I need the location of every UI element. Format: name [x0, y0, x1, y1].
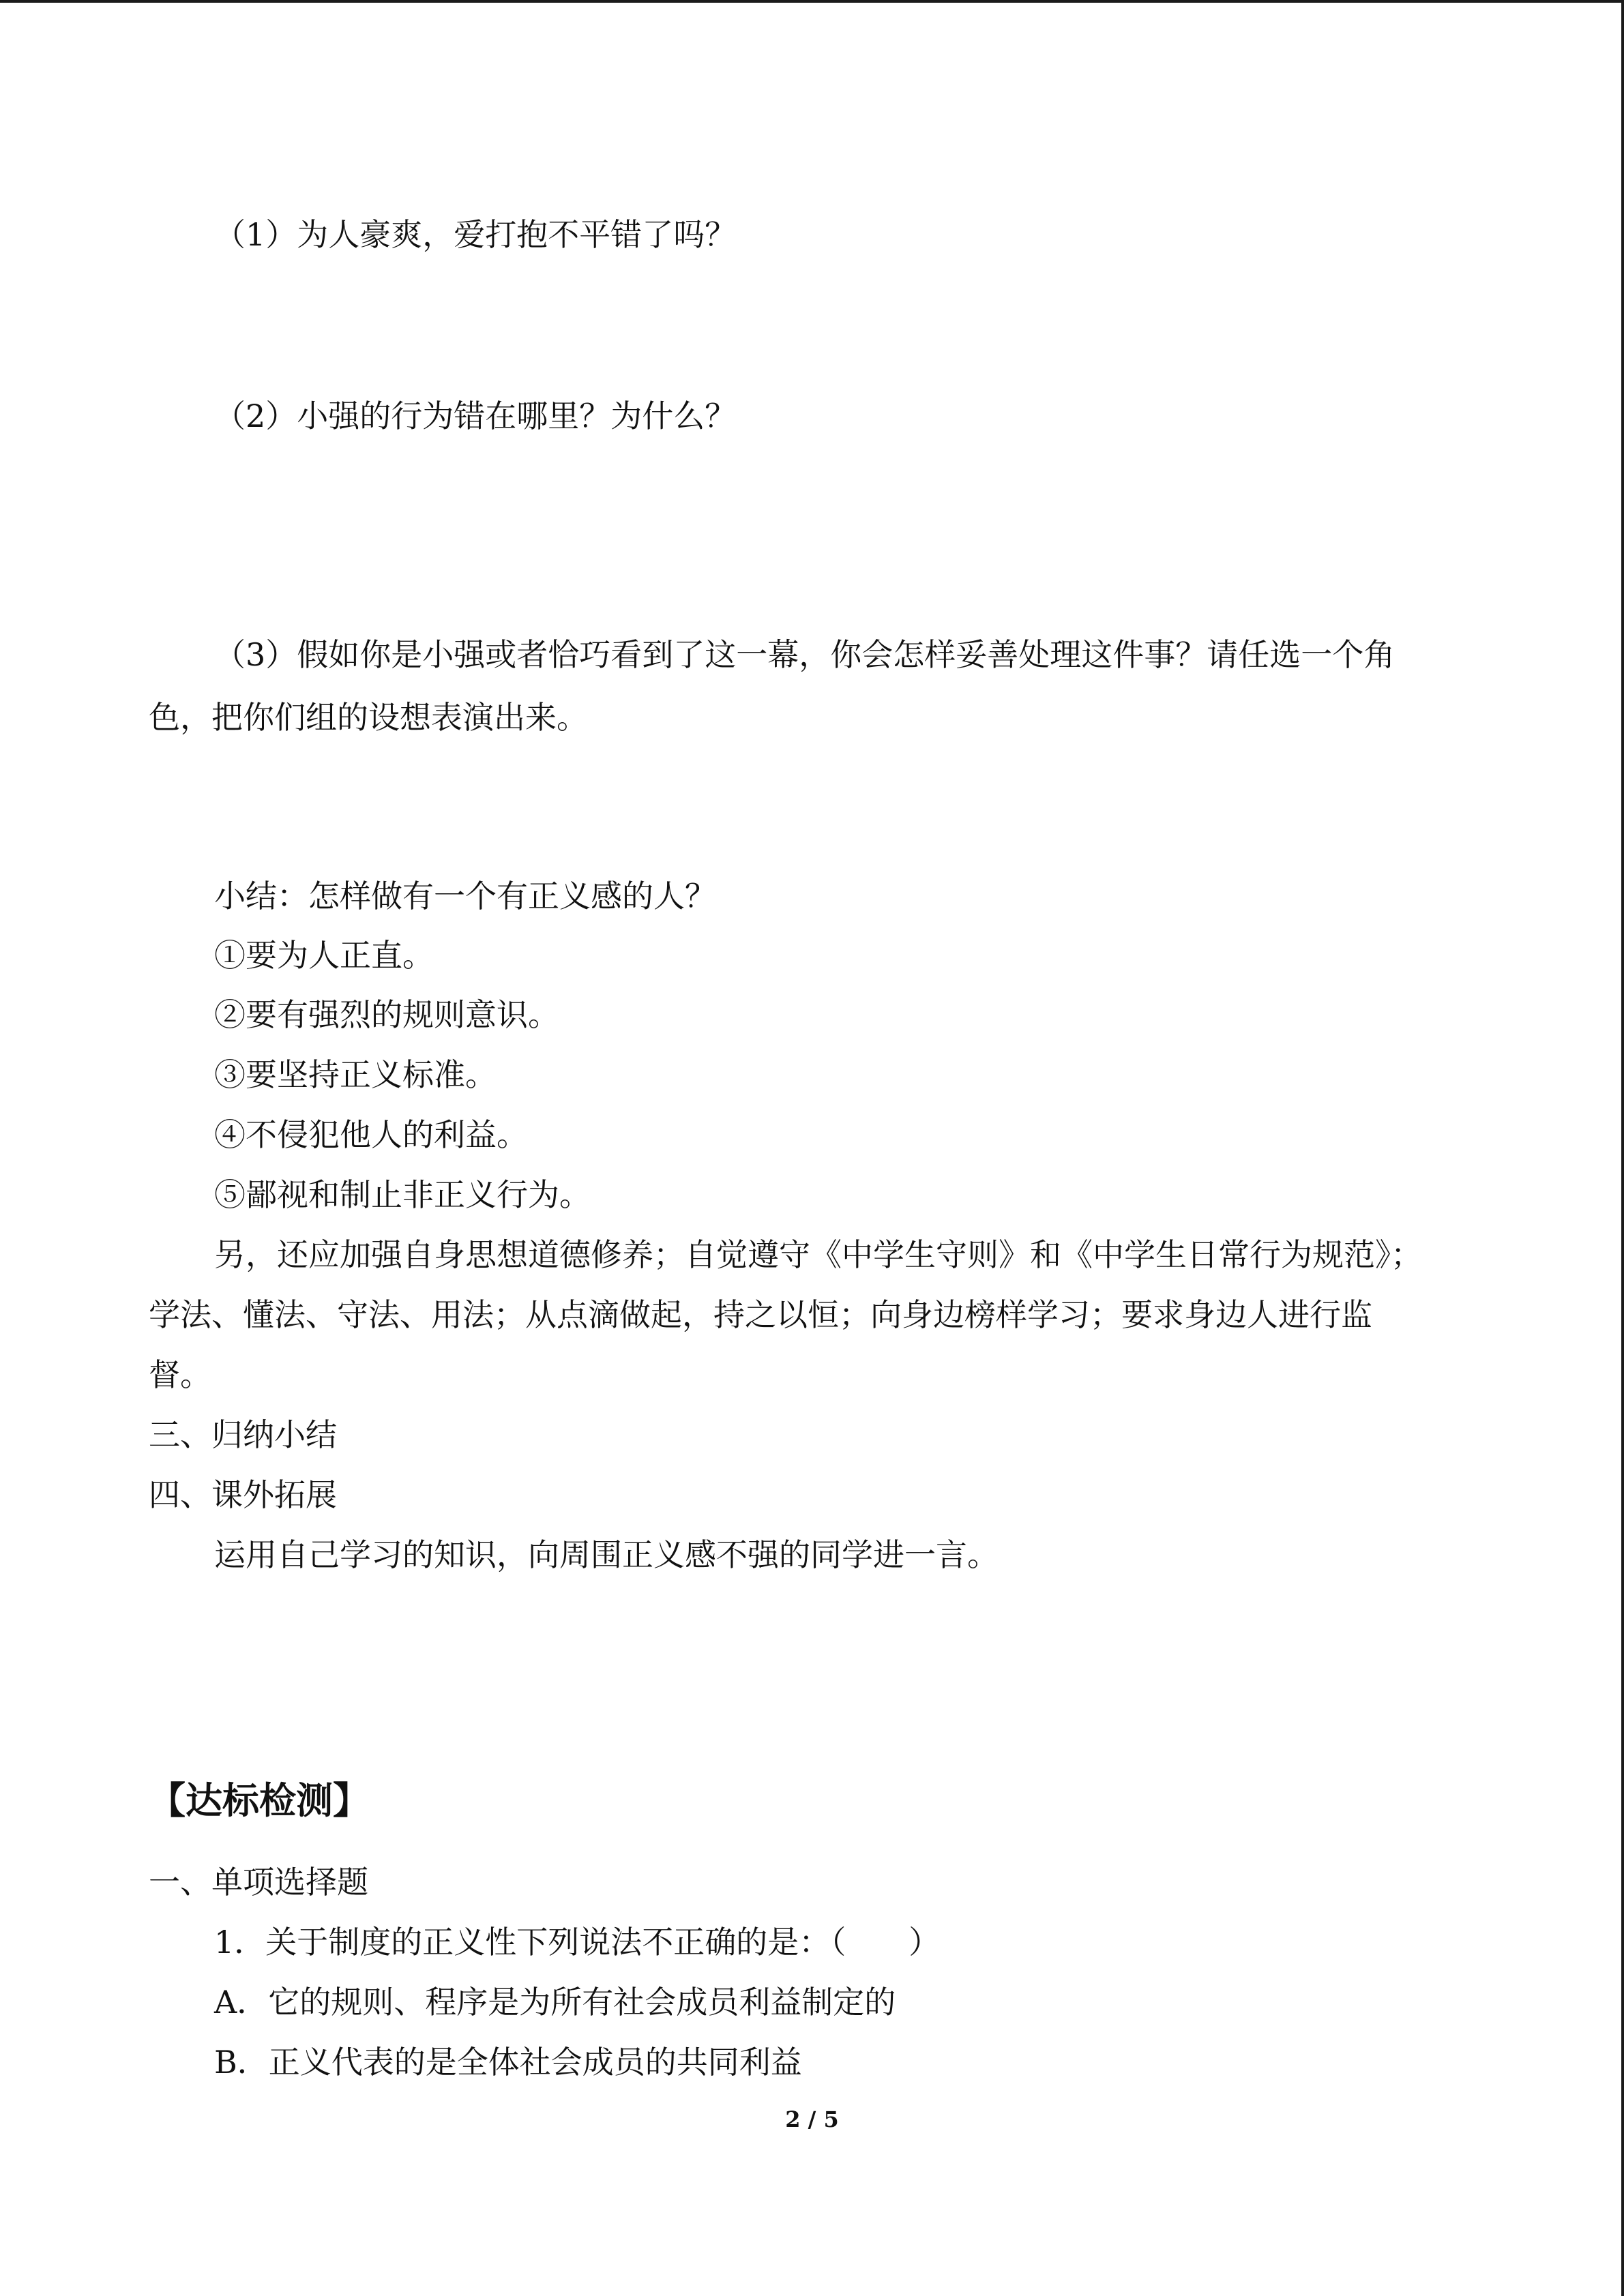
summary-extra-line-3: 督。 [149, 1356, 211, 1393]
page-border-top [0, 0, 1624, 3]
page-number: 2 / 5 [785, 2106, 839, 2132]
assessment-part-title: 一、单项选择题 [149, 1864, 368, 1900]
section-extension: 四、课外拓展 [149, 1476, 337, 1513]
summary-point-2: ②要有强烈的规则意识。 [214, 996, 559, 1033]
question-3-line-1: （3）假如你是小强或者恰巧看到了这一幕，你会怎样妥善处理这件事？请任选一个角 [214, 636, 1396, 673]
extension-text: 运用自己学习的知识，向周围正义感不强的同学进一言。 [214, 1536, 999, 1573]
summary-point-5: ⑤鄙视和制止非正义行为。 [214, 1176, 591, 1213]
question-2: （2）小强的行为错在哪里？为什么？ [214, 398, 737, 434]
page-border-right [1621, 0, 1624, 2296]
option-b: B．正义代表的是全体社会成员的共同利益 [214, 2044, 802, 2081]
assessment-heading: 【达标检测】 [149, 1778, 370, 1822]
question-3-line-2: 色，把你们组的设想表演出来。 [149, 699, 588, 736]
section-conclusion: 三、归纳小结 [149, 1416, 337, 1453]
assessment-question-1: 1．关于制度的正义性下列说法不正确的是：（ ） [214, 1924, 941, 1960]
summary-point-1: ①要为人正直。 [214, 937, 434, 974]
summary-extra-line-2: 学法、懂法、守法、用法；从点滴做起，持之以恒；向身边榜样学习；要求身边人进行监 [149, 1296, 1372, 1333]
option-a: A．它的规则、程序是为所有社会成员利益制定的 [214, 1984, 896, 2021]
summary-point-4: ④不侵犯他人的利益。 [214, 1116, 528, 1153]
summary-point-3: ③要坚持正义标准。 [214, 1056, 497, 1093]
summary-extra-line-1: 另，还应加强自身思想道德修养；自觉遵守《中学生守则》和《中学生日常行为规范》； [214, 1236, 1422, 1273]
summary-title: 小结：怎样做有一个有正义感的人？ [214, 878, 716, 914]
question-1: （1）为人豪爽，爱打抱不平错了吗？ [214, 216, 737, 253]
